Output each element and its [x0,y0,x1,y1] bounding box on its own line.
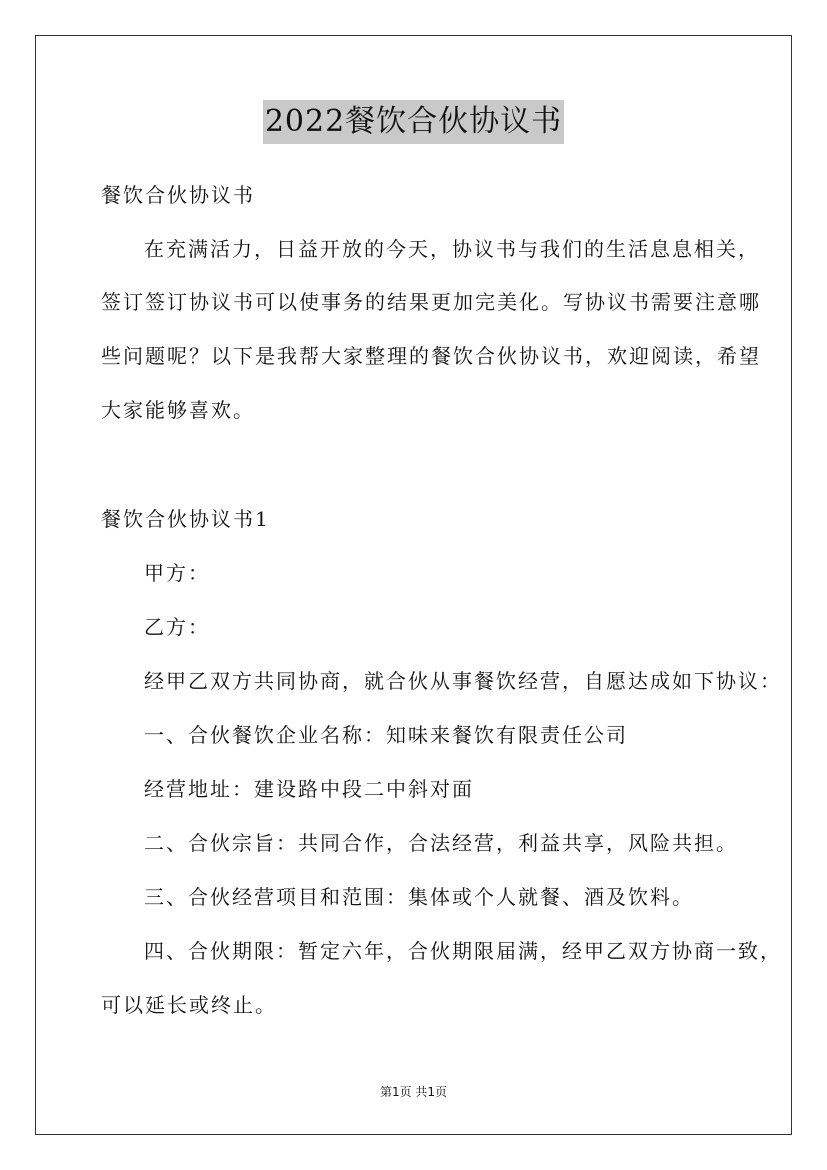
clause-1: 一、合伙餐饮企业名称：知味来餐饮有限责任公司 [144,723,628,747]
subtitle: 餐饮合伙协议书 [101,183,255,207]
preamble: 经甲乙双方共同协商，就合伙从事餐饮经营，自愿达成如下协议： [144,669,782,693]
clause-4-line-1: 四、合伙期限：暂定六年，合伙期限届满，经甲乙双方协商一致， [144,939,782,963]
intro-line-3: 些问题呢？以下是我帮大家整理的餐饮合伙协议书，欢迎阅读，希望 [101,344,761,368]
address: 经营地址：建设路中段二中斜对面 [144,777,474,801]
section-heading: 餐饮合伙协议书1 [101,507,270,531]
clause-4-line-2: 可以延长或终止。 [101,993,277,1017]
clause-3: 三、合伙经营项目和范围：集体或个人就餐、酒及饮料。 [144,885,694,909]
document-title: 2022餐饮合伙协议书 [263,100,564,144]
intro-line-1: 在充满活力，日益开放的今天，协议书与我们的生活息息相关， [144,237,760,261]
intro-line-4: 大家能够喜欢。 [101,398,255,422]
document-title-block [0,100,827,144]
party-b: 乙方： [144,615,210,639]
intro-line-2: 签订签订协议书可以使事务的结果更加完美化。写协议书需要注意哪 [101,290,761,314]
page-number: 第1页 共1页 [379,1085,448,1099]
clause-2: 二、合伙宗旨：共同合作，合法经营，利益共享，风险共担。 [144,831,738,855]
page-footer [0,1083,827,1100]
party-a: 甲方： [144,561,210,585]
